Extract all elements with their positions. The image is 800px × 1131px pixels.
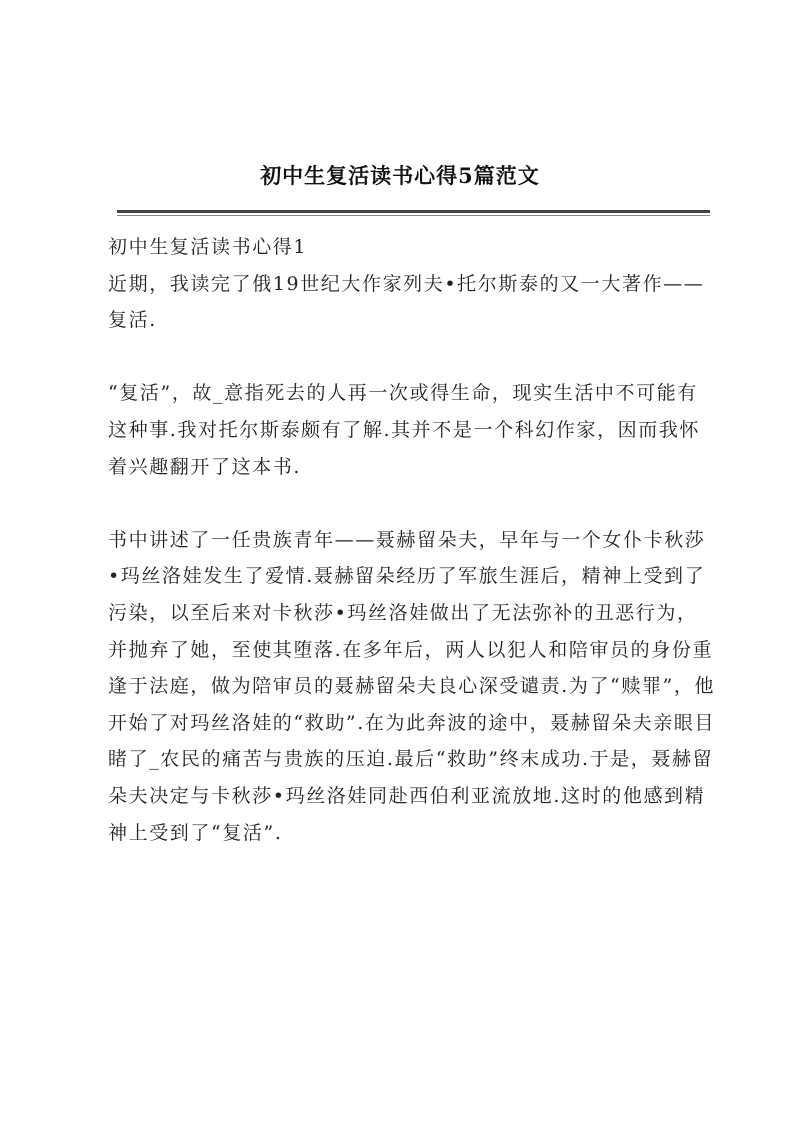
title-divider-thin bbox=[117, 215, 710, 216]
paragraph-1: 近期，我读完了俄19世纪大作家列夫•托尔斯泰的又一大著作——复活. bbox=[108, 272, 705, 332]
paragraph-3: 书中讲述了一任贵族青年——聂赫留朵夫，早年与一个女仆卡秋莎•玛丝洛娃发生了爱情.聂赫留朵经历了军旅生涯后，精神上受到了污染，以至后来对卡秋莎•玛丝洛娃做出了无法弥补的丑恶行为，并抛弃了她，至使其堕落.在多年后，两人以犯人和陪审员的身份重逢于法庭，做为陪审员的聂赫留朵夫良心深受谴责.为了“赎罪”，他开始了对玛丝洛娃的“救助”.在为此奔波的途中，聂赫留朵夫亲眼目睹了_农民的痛苦与贵族的压迫.最后“救助”终末成功.于是，聂赫留朵夫决定与卡秋莎•玛丝洛娃同赴西伯利亚流放地.这时的他感到精神上受到了“复活”. bbox=[108, 528, 716, 844]
document-body bbox=[108, 229, 718, 851]
paragraph-2: “复活”，故_意指死去的人再一次或得生命，现实生活中不可能有这种事.我对托尔斯泰颇有了解.其并不是一个科幻作家，因而我怀着兴趣翻开了这本书. bbox=[108, 382, 701, 478]
document-title: 初中生复活读书心得5篇范文 bbox=[260, 163, 540, 188]
paragraph-gap bbox=[108, 339, 718, 376]
title-divider bbox=[117, 210, 710, 213]
section-heading: 初中生复活读书心得1 bbox=[108, 236, 308, 258]
paragraph-gap bbox=[108, 485, 718, 522]
